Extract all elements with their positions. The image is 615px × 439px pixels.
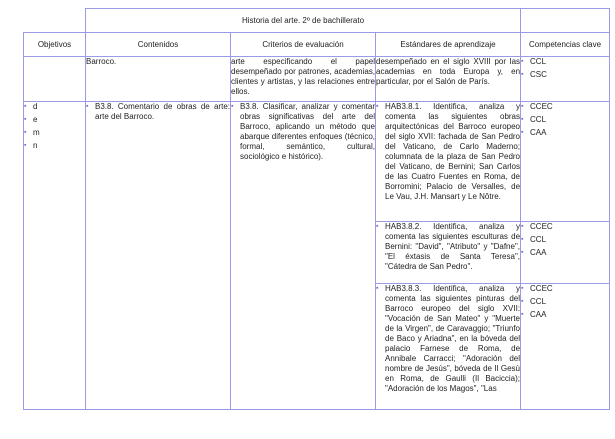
header-competencias: Competencias clave: [521, 33, 610, 57]
competencias-cell: [521, 284, 610, 410]
criterios-cell: [231, 57, 376, 102]
competencias-cell: [521, 102, 610, 222]
competencia-item: ▪ CCEC: [521, 102, 609, 112]
competencia-item: ▪ CCL: [521, 235, 609, 245]
objetivos-cell: [24, 57, 86, 102]
estandares-cell: [376, 284, 521, 410]
competencia-item: ▪ CCL: [521, 115, 609, 125]
competencia-item: ▪ CSC: [521, 70, 609, 80]
competencias-cell: [521, 57, 610, 102]
contenido-text: Barroco.: [86, 57, 117, 66]
estandar-text: desempeñado en el siglo XVIII por las academias en toda Europa y, en particular, por el Salón de París.: [376, 57, 521, 86]
competencia-item: ▪ CCL: [521, 297, 609, 307]
estandar-text: ▪ HAB3.8.1. Identifica, analiza y comenta las siguientes obras arquitectónicas del Barroco europeo del siglo XVII: fachada de San Pedro del Vaticano, de Carlo Maderno; columnata de la plaza de San Pedro del Vaticano, de Bernini; San Carlos de las Cuatro Fuentes en Roma, de Borromini; Palacio de Versalles, de Le Vau, J.H. Mansart y Le Nôtre.: [376, 102, 520, 202]
header-criterios: Criterios de evaluación: [231, 33, 376, 57]
estandares-cell: [376, 222, 521, 284]
estandar-text: ▪ HAB3.8.3. Identifica, analiza y comenta las siguientes pinturas del Barroco europeo del siglo XVII: "Vocación de San Mateo" y "Muerte de la Virgen", de Caravaggio; "Triunfo de Baco y Ariadna", en la bóveda del palacio Farnese de Roma, de Annibale Carracci; "Adoración del nombre de Jesús", bóveda de Il Gesù en Roma, de Gaulli (Il Baciccia); "Adoración de los Magos", "Las: [376, 284, 520, 394]
competencia-item: ▪ CCL: [521, 57, 609, 67]
criterio-text: arte especificando el papel desempeñado por patrones, academias, clientes y artistas, y las relaciones entre ellos.: [231, 57, 375, 96]
table-title-row: [24, 9, 610, 33]
title-right-cell: [521, 9, 610, 33]
objetivo-item: ▪ d: [24, 102, 85, 112]
contenidos-cell: [86, 57, 231, 102]
competencias-cell: [521, 222, 610, 284]
criterio-text: ▪ B3.8. Clasificar, analizar y comentar obras significativas del arte del Barroco, aplicando un método que abarque diferentes enfoques (técnico, formal, semántico, cultural, sociológico e histórico).: [231, 102, 375, 162]
header-contenidos: Contenidos: [86, 33, 231, 57]
column-header-row: [24, 33, 610, 57]
contenidos-cell: [86, 102, 231, 410]
estandar-text: ▪ HAB3.8.2. Identifica, analiza y comenta las siguientes esculturas de Bernini: "David", "Atributo" y "Dafne", "El éxtasis de Santa Teresa", "Cátedra de San Pedro".: [376, 222, 520, 272]
corner-empty-cell: [24, 9, 86, 33]
table-title: Historia del arte. 2º de bachillerato: [86, 9, 521, 33]
table-row: [24, 102, 610, 222]
competencia-item: ▪ CCEC: [521, 284, 609, 294]
competencia-item: ▪ CAA: [521, 248, 609, 258]
objetivo-item: ▪ e: [24, 115, 85, 125]
competencia-item: ▪ CAA: [521, 128, 609, 138]
competencia-item: ▪ CCEC: [521, 222, 609, 232]
estandares-cell: [376, 57, 521, 102]
estandares-cell: [376, 102, 521, 222]
contenido-text: ▪ B3.8. Comentario de obras de arte: arte del Barroco.: [86, 102, 230, 122]
header-estandares: Estándares de aprendizaje: [376, 33, 521, 57]
objetivo-item: ▪ n: [24, 141, 85, 151]
criterios-cell: [231, 102, 376, 410]
competencia-item: ▪ CAA: [521, 310, 609, 320]
objetivos-cell: [24, 102, 86, 410]
objetivo-item: ▪ m: [24, 128, 85, 138]
curriculum-table: [23, 8, 610, 410]
table-row: [24, 57, 610, 102]
header-objetivos: Objetivos: [24, 33, 86, 57]
